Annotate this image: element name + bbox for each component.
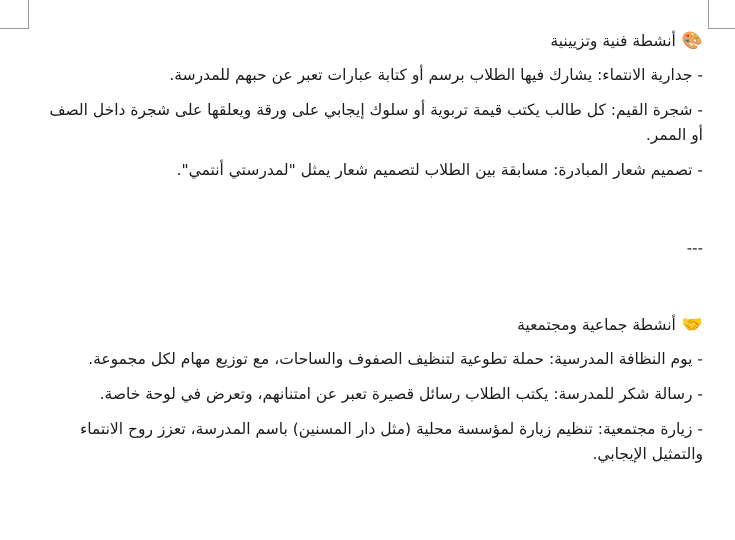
section-heading-art-activities	[40, 28, 703, 54]
page-margin-corner-top-left	[0, 0, 29, 29]
list-item: - تصميم شعار المبادرة: مسابقة بين الطلاب لتصميم شعار يمثل "لمدرستي أنتمي".	[176, 161, 703, 179]
page-margin-corner-top-right	[708, 0, 735, 29]
horizontal-rule-markdown: ---	[686, 239, 703, 257]
section-heading-community-activities	[40, 312, 703, 338]
document-page	[40, 26, 703, 467]
palette-icon: 🎨	[681, 31, 703, 51]
list-item: - زيارة مجتمعية: تنظيم زيارة لمؤسسة محلية (مثل دار المسنين) باسم المدرسة، تعزز روح الانتماء والتمثيل الإيجابي.	[79, 420, 703, 463]
handshake-icon: 🤝	[681, 315, 703, 335]
list-item: - جدارية الانتماء: يشارك فيها الطلاب برسم أو كتابة عبارات تعبر عن حبهم للمدرسة.	[169, 66, 703, 84]
list-item: - يوم النظافة المدرسية: حملة تطوعية لتنظيف الصفوف والساحات، مع توزيع مهام لكل مجموعة.	[88, 350, 703, 368]
section-title: أنشطة فنية وتزيينية	[550, 32, 676, 50]
list-item: - رسالة شكر للمدرسة: يكتب الطلاب رسائل قصيرة تعبر عن امتنانهم، وتعرض في لوحة خاصة.	[99, 385, 703, 403]
section-title: أنشطة جماعية ومجتمعية	[517, 316, 676, 334]
list-item: - شجرة القيم: كل طالب يكتب قيمة تربوية أو سلوك إيجابي على ورقة ويعلقها على شجرة داخل الصف أو الممر.	[49, 101, 703, 144]
